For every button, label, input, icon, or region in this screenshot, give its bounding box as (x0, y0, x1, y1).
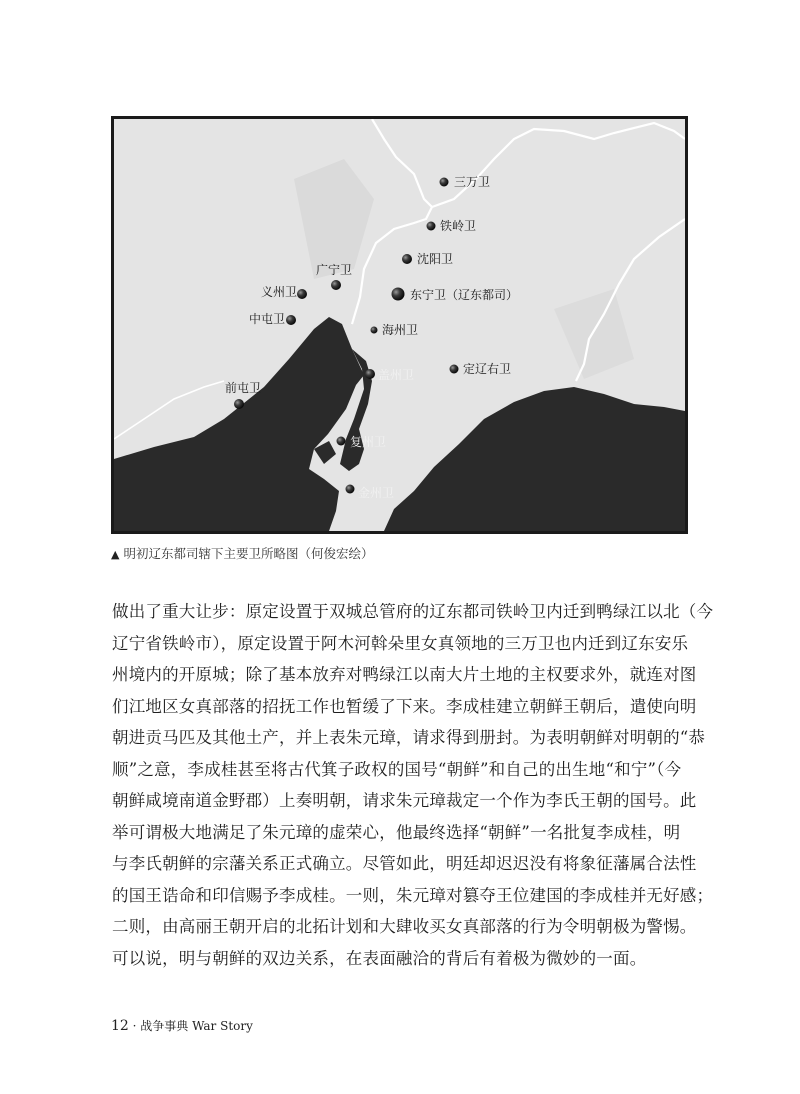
marker-dingliaoyou (450, 365, 459, 374)
marker-guangning (331, 280, 341, 290)
label-gaizhou: 盖州卫 (378, 368, 415, 382)
label-dingliaoyou: 定辽右卫 (463, 362, 512, 376)
marker-shenyang (402, 254, 412, 264)
text-line: 辽宁省铁岭市），原定设置于阿木河斡朵里女真领地的三万卫也内迁到辽东安乐 (112, 633, 689, 653)
marker-zhongtun (286, 315, 296, 325)
label-shenyang: 沈阳卫 (417, 252, 454, 266)
footer-title: · 战争事典 War Story (132, 1019, 253, 1033)
text-line: 朝进贡马匹及其他土产，并上表朱元璋，请求得到册封。为表明朝鲜对明朝的“恭 (112, 728, 706, 747)
liaodong-map (114, 119, 685, 531)
label-yizhou: 义州卫 (261, 285, 298, 299)
marker-gaizhou (365, 369, 375, 379)
text-line: 顺”之意，李成桂甚至将古代箕子政权的国号“朝鲜”和自己的出生地“和宁”（今 (112, 759, 682, 779)
label-zhongtun: 中屯卫 (249, 312, 286, 326)
marker-fuzhou (337, 437, 346, 446)
page-footer (111, 1017, 253, 1034)
label-guangning: 广宁卫 (316, 263, 353, 277)
label-haizhou: 海州卫 (382, 323, 419, 337)
label-fuzhou: 复州卫 (350, 435, 387, 449)
marker-dongning (392, 288, 405, 301)
text-line: 与李氏朝鲜的宗藩关系正式确立。尽管如此，明廷却迟迟没有将象征藩属合法性 (112, 854, 697, 873)
marker-tieling (427, 222, 436, 231)
marker-sanwan (440, 178, 449, 187)
map-figure (111, 116, 688, 534)
text-line: 可以说，明与朝鲜的双边关系，在表面融洽的背后有着极为微妙的一面。 (112, 948, 647, 968)
figure-caption (111, 544, 373, 562)
marker-qiantun (234, 399, 244, 409)
label-sanwan: 三万卫 (454, 175, 491, 189)
text-line: 举可谓极大地满足了朱元璋的虚荣心，他最终选择“朝鲜”一名批复李成桂，明 (112, 822, 681, 842)
text-line: 做出了重大让步：原定设置于双城总管府的辽东都司铁岭卫内迁到鸭绿江以北（今 (112, 602, 714, 621)
text-line: 二则，由高丽王朝开启的北拓计划和大肆收买女真部落的行为令明朝极为警惕。 (112, 917, 697, 936)
text-line: 们江地区女真部落的招抚工作也暂缓了下来。李成桂建立朝鲜王朝后，遣使向明 (112, 696, 697, 716)
triangle-icon: ▲ (111, 548, 120, 561)
page-number: 12 (111, 1018, 129, 1034)
label-dongning: 东宁卫（辽东都司） (410, 288, 519, 302)
label-tieling: 铁岭卫 (440, 219, 477, 233)
text-line: 的国王诰命和印信赐予李成桂。一则，朱元璋对篡夺王位建国的李成桂并无好感； (112, 885, 714, 905)
marker-jinzhou (346, 485, 355, 494)
body-paragraph (112, 596, 714, 974)
text-line: 朝鲜咸境南道金野郡）上奏明朝，请求朱元璋裁定一个作为李氏王朝的国号。此 (112, 791, 697, 810)
text-line: 州境内的开原城；除了基本放弃对鸭绿江以南大片土地的主权要求外，就连对图 (112, 665, 697, 684)
marker-yizhou (297, 289, 307, 299)
marker-haizhou (371, 327, 378, 334)
label-jinzhou: 金州卫 (358, 486, 395, 500)
caption-text: 明初辽东都司辖下主要卫所略图（何俊宏绘） (123, 546, 374, 561)
label-qiantun: 前屯卫 (225, 381, 262, 395)
